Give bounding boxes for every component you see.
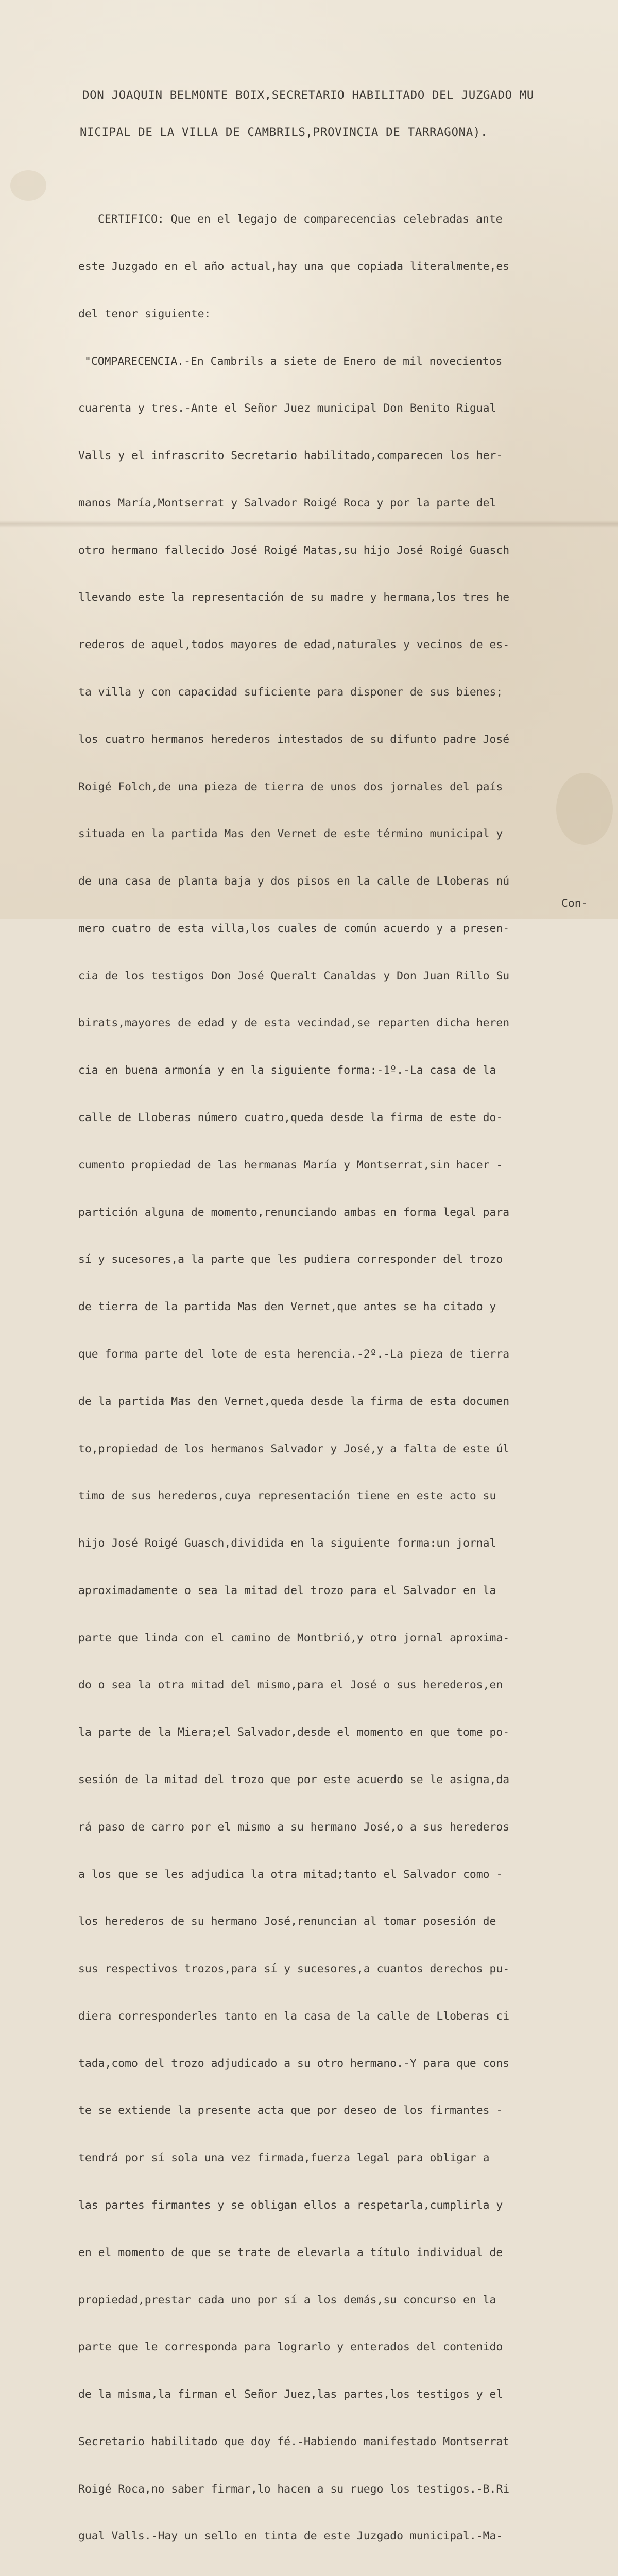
body-line: Secretario habilitado que doy fé.-Habiendo manifestado Montserrat — [78, 2435, 510, 2448]
body-line: manos María,Montserrat y Salvador Roigé Roca y por la parte del — [78, 496, 496, 510]
body-line: gual Valls.-Hay un sello en tinta de este Juzgado municipal.-Ma- — [78, 2530, 503, 2543]
body-line: aproximadamente o sea la mitad del trozo para el Salvador en la — [78, 1584, 496, 1597]
page-continuation: Con- — [561, 897, 588, 910]
body-line: parte que le corresponda para lograrlo y enterados del contenido — [78, 2341, 503, 2354]
body-line: do o sea la otra mitad del mismo,para el José o sus herederos,en — [78, 1679, 503, 1692]
body-line: a los que se les adjudica la otra mitad;tanto el Salvador como - — [78, 1868, 503, 1881]
body-line: cia en buena armonía y en la siguiente forma:-1º.-La casa de la — [78, 1064, 496, 1077]
body-line: situada en la partida Mas den Vernet de este término municipal y — [78, 827, 503, 841]
certificate-body — [78, 180, 509, 2576]
body-line: la parte de la Miera;el Salvador,desde el momento en que tome po- — [78, 1726, 510, 1739]
body-line: propiedad,prestar cada uno por sí a los demás,su concurso en la — [78, 2293, 496, 2307]
body-line: de tierra de la partida Mas den Vernet,que antes se ha citado y — [78, 1300, 496, 1314]
heading-line-2: NICIPAL DE LA VILLA DE CAMBRILS,PROVINCIA DE TARRAGONA). — [80, 126, 488, 139]
body-line: birats,mayores de edad y de esta vecindad,se reparten dicha heren — [78, 1016, 510, 1030]
body-line: tada,como del trozo adjudicado a su otro hermano.-Y para que cons — [78, 2057, 510, 2070]
body-line: ta villa y con capacidad suficiente para disponer de sus bienes; — [78, 686, 503, 699]
body-line: rederos de aquel,todos mayores de edad,naturales y vecinos de es- — [78, 638, 510, 652]
body-line: rá paso de carro por el mismo a su hermano José,o a sus herederos — [78, 1820, 510, 1834]
body-line: hijo José Roigé Guasch,dividida en la siguiente forma:un jornal — [78, 1537, 496, 1550]
body-line: to,propiedad de los hermanos Salvador y José,y a falta de este úl — [78, 1442, 510, 1455]
body-line: las partes firmantes y se obligan ellos a respetarla,cumplirla y — [78, 2199, 503, 2212]
body-line: que forma parte del lote de esta herencia.-2º.-La pieza de tierra — [78, 1347, 510, 1361]
body-line: Roigé Roca,no saber firmar,lo hacen a su ruego los testigos.-B.Ri — [78, 2482, 510, 2496]
body-line: diera corresponderles tanto en la casa de la calle de Lloberas ci — [78, 2009, 510, 2023]
body-line: de una casa de planta baja y dos pisos en la calle de Lloberas nú — [78, 875, 510, 888]
body-line: los herederos de su hermano José,renuncian al tomar posesión de — [78, 1915, 496, 1928]
body-line: parte que linda con el camino de Montbrió,y otro jornal aproxima- — [78, 1631, 510, 1645]
body-line: cumento propiedad de las hermanas María y Montserrat,sin hacer - — [78, 1158, 503, 1172]
paper-stain — [556, 773, 613, 845]
paper-stain — [10, 170, 46, 201]
body-line: de la misma,la firman el Señor Juez,las partes,los testigos y el — [78, 2388, 503, 2401]
body-line: llevando este la representación de su madre y hermana,los tres he — [78, 591, 510, 604]
body-line: sus respectivos trozos,para sí y sucesores,a cuantos derechos pu- — [78, 1962, 510, 1976]
body-line: sí y sucesores,a la parte que les pudiera corresponder del trozo — [78, 1253, 503, 1266]
body-line: otro hermano fallecido José Roigé Matas,su hijo José Roigé Guasch — [78, 544, 510, 557]
body-line: partición alguna de momento,renunciando ambas en forma legal para — [78, 1206, 510, 1219]
heading-line-1: DON JOAQUIN BELMONTE BOIX,SECRETARIO HABILITADO DEL JUZGADO MU — [82, 89, 535, 102]
body-line: sesión de la mitad del trozo que por este acuerdo se le asigna,da — [78, 1773, 510, 1786]
body-line: este Juzgado en el año actual,hay una que copiada literalmente,es — [78, 260, 510, 273]
body-line: Roigé Folch,de una pieza de tierra de unos dos jornales del país — [78, 780, 503, 793]
body-line: Valls y el infrascrito Secretario habilitado,comparecen los her- — [78, 449, 503, 463]
body-line: en el momento de que se trate de elevarla a título individual de — [78, 2246, 503, 2259]
body-line: calle de Lloberas número cuatro,queda desde la firma de este do- — [78, 1111, 503, 1125]
body-line: del tenor siguiente: — [78, 307, 211, 320]
body-line: mero cuatro de esta villa,los cuales de común acuerdo y a presen- — [78, 922, 510, 935]
body-line: cuarenta y tres.-Ante el Señor Juez municipal Don Benito Rigual — [78, 402, 496, 415]
body-line: timo de sus herederos,cuya representación tiene en este acto su — [78, 1489, 496, 1503]
body-line: te se extiende la presente acta que por deseo de los firmantes - — [78, 2104, 503, 2117]
body-line: "COMPARECENCIA.-En Cambrils a siete de Enero de mil novecientos — [84, 354, 503, 368]
body-line: cia de los testigos Don José Queralt Canaldas y Don Juan Rillo Su — [78, 969, 510, 982]
body-line: tendrá por sí sola una vez firmada,fuerza legal para obligar a — [78, 2151, 490, 2165]
body-line: CERTIFICO: Que en el legajo de comparecencias celebradas ante — [98, 213, 503, 226]
body-line: los cuatro hermanos herederos intestados de su difunto padre José — [78, 733, 510, 746]
body-line: de la partida Mas den Vernet,queda desde la firma de esta documen — [78, 1395, 510, 1408]
